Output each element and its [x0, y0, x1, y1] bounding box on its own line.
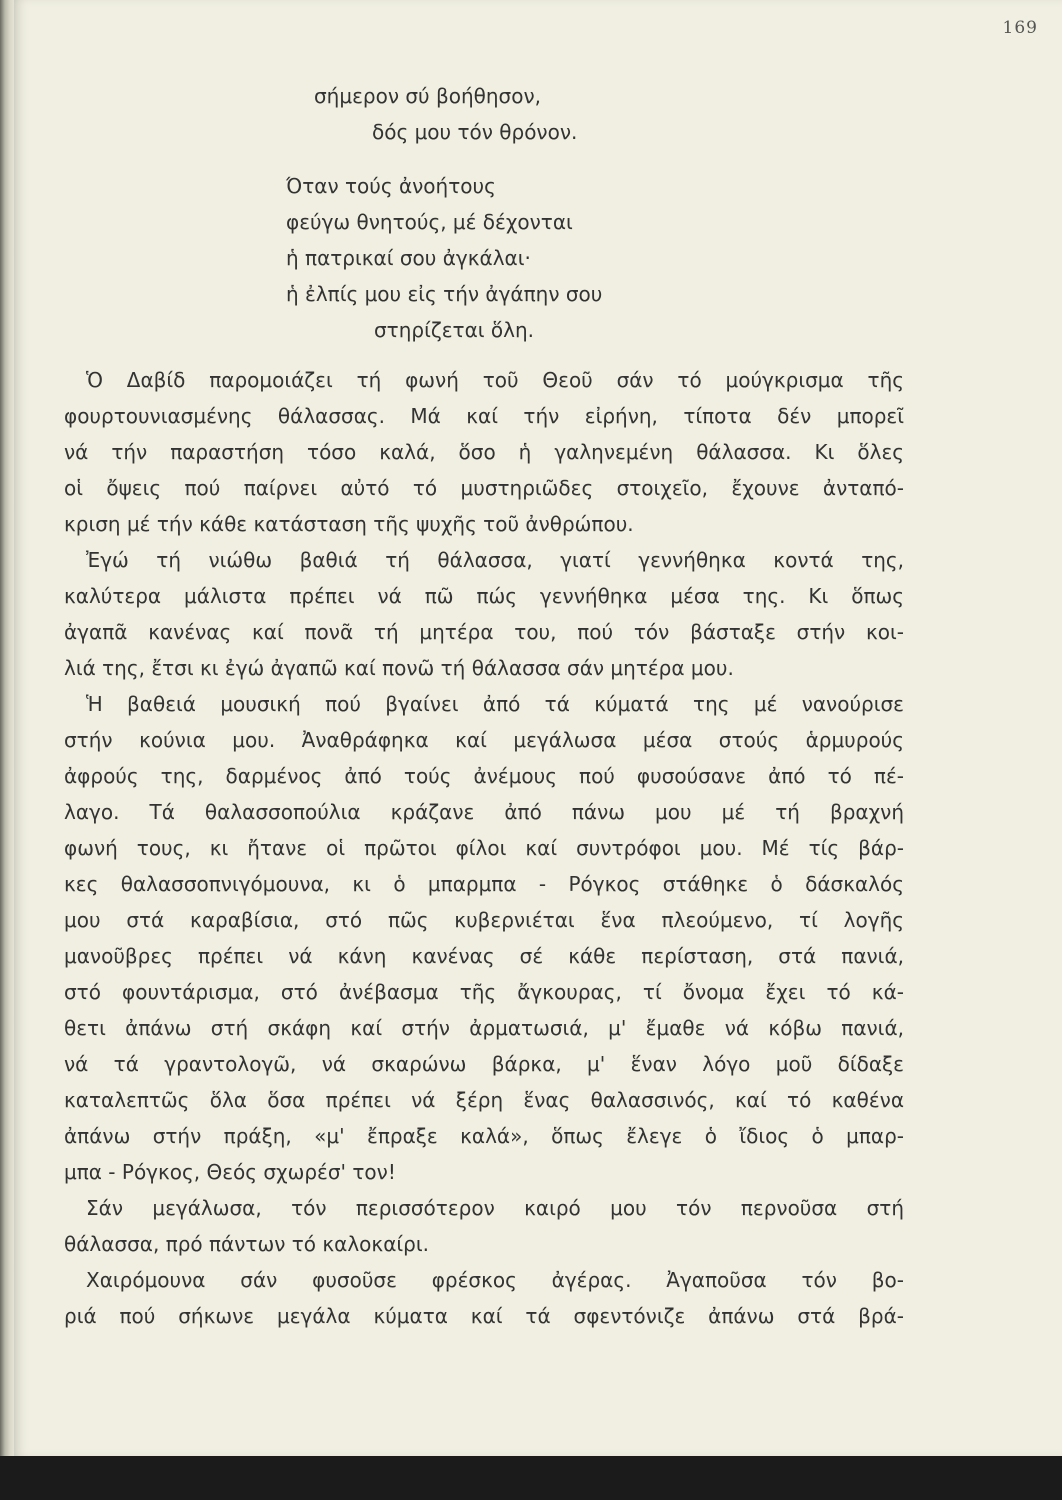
prose-line: φουρτουνιασμένης θάλασσας. Μά καί τήν εἰρήνη, τίποτα δέν μπορεῖ	[64, 404, 904, 428]
page-text	[64, 78, 904, 1334]
prose-line: θάλασσα, πρό πάντων τό καλοκαίρι.	[64, 1232, 429, 1256]
book-binding-edge	[0, 0, 14, 1500]
prose-line: καταλεπτῶς ὅλα ὅσα πρέπει νά ξέρη ἕνας θαλασσινός, καί τό καθένα	[64, 1088, 904, 1112]
page-number: 169	[1002, 18, 1038, 38]
prose-line: ἀπάνω στήν πράξη, «μ' ἔπραξε καλά», ὅπως ἔλεγε ὁ ἴδιος ὁ μπαρ-	[64, 1124, 904, 1148]
prose-line: ριά πού σήκωνε μεγάλα κύματα καί τά σφεντόνιζε ἀπάνω στά βρά-	[64, 1304, 904, 1328]
verse-line: δός μου τόν θρόνον.	[372, 120, 578, 144]
prose-line: λιά της, ἔτσι κι ἐγώ ἀγαπῶ καί πονῶ τή θάλασσα σάν μητέρα μου.	[64, 656, 734, 680]
prose-line: κριση μέ τήν κάθε κατάσταση τῆς ψυχῆς τοῦ ἀνθρώπου.	[64, 512, 634, 536]
prose-line: Χαιρόμουνα σάν φυσοῦσε φρέσκος ἀγέρας. Ἀγαποῦσα τόν βο-	[86, 1268, 904, 1292]
verse-stanza-1	[64, 78, 904, 150]
verse-line: φεύγω θνητούς, μέ δέχονται	[286, 210, 573, 234]
prose-line: νά τήν παραστήση τόσο καλά, ὅσο ἡ γαληνεμένη θάλασσα. Κι ὅλες	[64, 440, 904, 464]
prose-line: ἀφρούς της, δαρμένος ἀπό τούς ἀνέμους πού φυσούσανε ἀπό τό πέ-	[64, 764, 904, 788]
prose-line: κες θαλασσοπνιγόμουνα, κι ὁ μπαρμπα - Ρόγκος στάθηκε ὁ δάσκαλός	[64, 872, 904, 896]
prose-line: μανοῦβρες πρέπει νά κάνη κανένας σέ κάθε περίσταση, στά πανιά,	[64, 944, 904, 968]
prose-line: λαγο. Τά θαλασσοπούλια κράζανε ἀπό πάνω μου μέ τή βραχνή	[64, 800, 904, 824]
prose-line: Σάν μεγάλωσα, τόν περισσότερον καιρό μου τόν περνοῦσα στή	[86, 1196, 904, 1220]
prose-line: νά τά γραντολογῶ, νά σκαρώνω βάρκα, μ' ἕναν λόγο μοῦ δίδαξε	[64, 1052, 904, 1076]
verse-line: σήμερον σύ βοήθησον,	[314, 84, 541, 108]
prose-line: μου στά καραβίσια, στό πῶς κυβερνιέται ἕνα πλεούμενο, τί λογῆς	[64, 908, 904, 932]
prose-line: οἱ ὄψεις πού παίρνει αὐτό τό μυστηριῶδες στοιχεῖο, ἔχουνε ἀνταπό-	[64, 476, 904, 500]
scanner-bottom-bar	[0, 1456, 1062, 1500]
prose-line: Ὁ Δαβίδ παρομοιάζει τή φωνή τοῦ Θεοῦ σάν τό μούγκρισμα τῆς	[86, 368, 904, 392]
verse-line: ἡ πατρικαί σου ἀγκάλαι·	[286, 246, 531, 270]
prose-line: Ἡ βαθειά μουσική πού βγαίνει ἀπό τά κύματά της μέ νανούρισε	[86, 692, 904, 716]
prose-line: Ἐγώ τή νιώθω βαθιά τή θάλασσα, γιατί γεννήθηκα κοντά της,	[86, 548, 904, 572]
prose-body	[64, 362, 904, 1334]
verse-line: Όταν τούς ἀνοήτους	[286, 174, 496, 198]
prose-line: θετι ἀπάνω στή σκάφη καί στήν ἀρματωσιά, μ' ἔμαθε νά κόβω πανιά,	[64, 1016, 904, 1040]
verse-stanza-2	[64, 168, 904, 348]
prose-line: ἀγαπᾶ κανένας καί πονᾶ τή μητέρα του, πού τόν βάσταξε στήν κοι-	[64, 620, 904, 644]
prose-line: στήν κούνια μου. Ἀναθράφηκα καί μεγάλωσα μέσα στούς ἁρμυρούς	[64, 728, 904, 752]
prose-line: φωνή τους, κι ἤτανε οἱ πρῶτοι φίλοι καί συντρόφοι μου. Μέ τίς βάρ-	[64, 836, 904, 860]
prose-line: μπα - Ρόγκος, Θεός σχωρέσ' τον!	[64, 1160, 396, 1184]
verse-line: στηρίζεται ὅλη.	[374, 318, 534, 342]
verse-line: ἡ ἐλπίς μου εἰς τήν ἀγάπην σου	[286, 282, 603, 306]
prose-line: καλύτερα μάλιστα πρέπει νά πῶ πώς γεννήθηκα μέσα της. Κι ὅπως	[64, 584, 904, 608]
prose-line: στό φουντάρισμα, στό ἀνέβασμα τῆς ἄγκουρας, τί ὄνομα ἔχει τό κά-	[64, 980, 904, 1004]
